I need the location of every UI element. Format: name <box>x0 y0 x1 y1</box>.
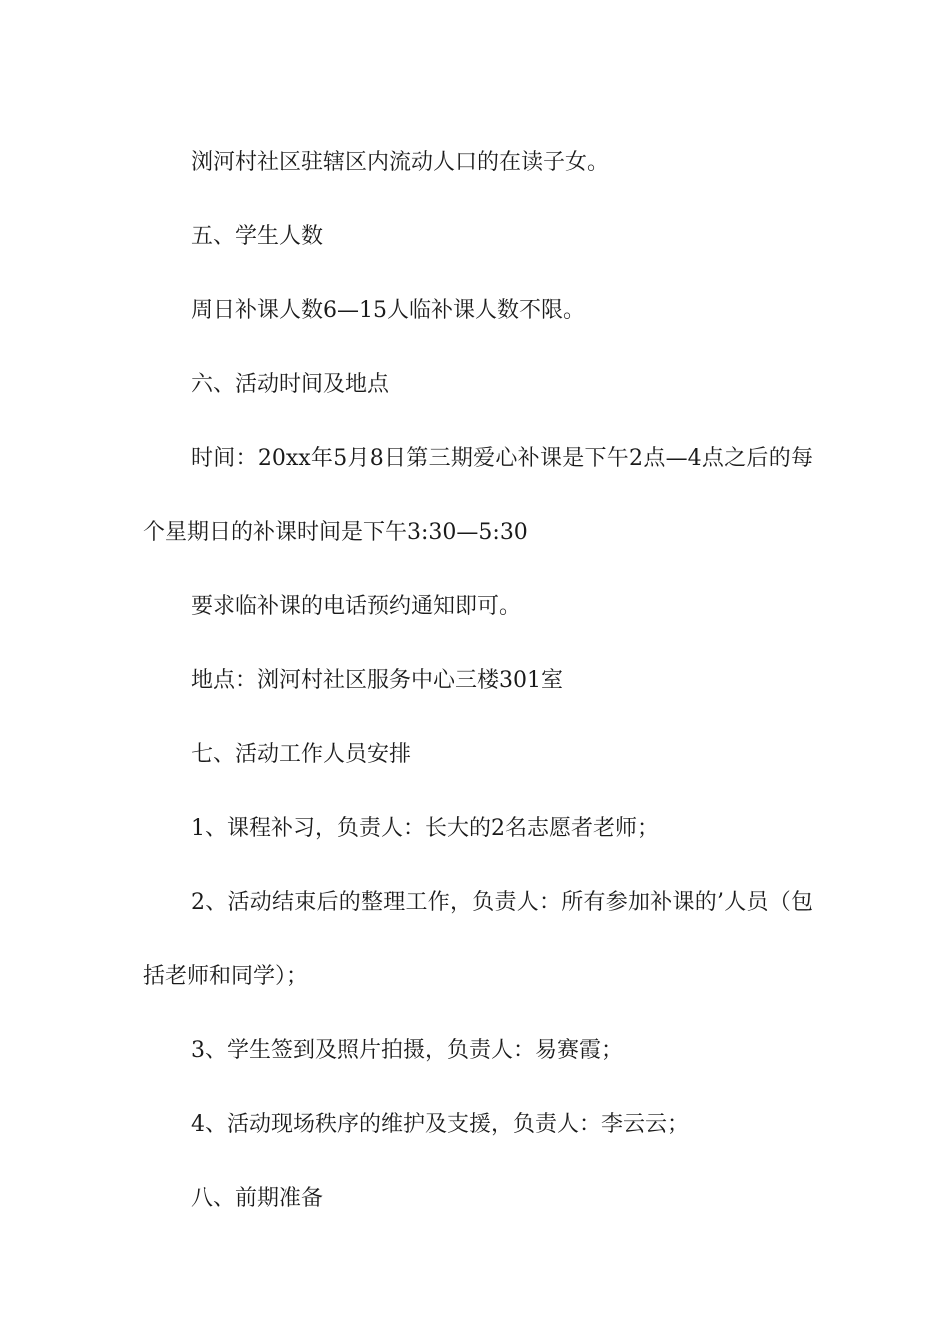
paragraph-booking: 要求临补课的电话预约通知即可。 <box>191 594 522 619</box>
document-body <box>143 126 813 1236</box>
paragraph-participants: 浏河村社区驻辖区内流动人口的在读子女。 <box>191 150 610 175</box>
section-heading-time-location: 六、活动时间及地点 <box>191 372 390 397</box>
staff-item-2: 2、活动结束后的整理工作，负责人：所有参加补课的’人员（包括老师和同学）； <box>143 890 813 989</box>
paragraph-time: 时间：20xx年5月8日第三期爱心补课是下午2点—4点之后的每个星期日的补课时间是下午3:30—5:30 <box>143 446 813 545</box>
paragraph-location: 地点：浏河村社区服务中心三楼301室 <box>191 668 563 693</box>
staff-item-4: 4、活动现场秩序的维护及支援，负责人：李云云； <box>191 1112 689 1137</box>
section-heading-student-count: 五、学生人数 <box>191 224 324 249</box>
section-heading-preparation: 八、前期准备 <box>191 1186 324 1211</box>
paragraph-student-count: 周日补课人数6—15人临补课人数不限。 <box>191 298 585 323</box>
section-heading-staff: 七、活动工作人员安排 <box>191 742 412 767</box>
staff-item-3: 3、学生签到及照片拍摄，负责人：易赛霞； <box>191 1038 623 1063</box>
staff-item-1: 1、课程补习，负责人：长大的2名志愿者老师； <box>191 816 659 841</box>
